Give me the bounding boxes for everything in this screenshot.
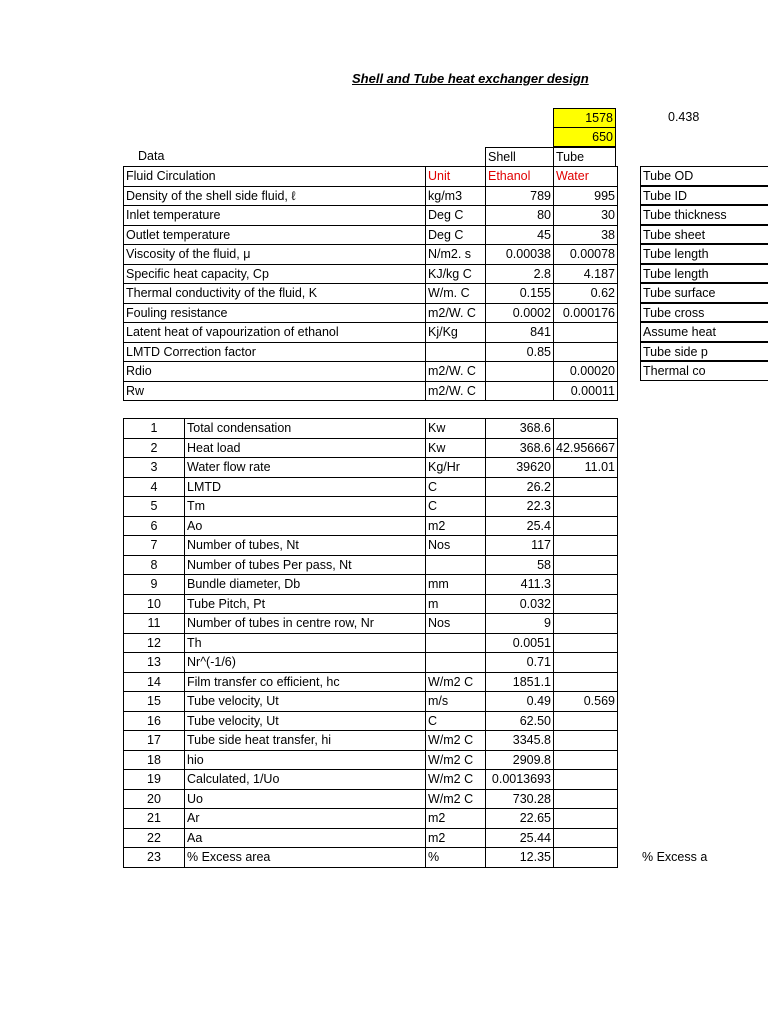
value-cell[interactable]: 0.032	[486, 594, 554, 614]
shell-value-cell[interactable]: 0.00038	[486, 245, 554, 265]
index-cell[interactable]: 8	[124, 555, 185, 575]
parameter-cell[interactable]: Fouling resistance	[124, 303, 426, 323]
calc-row	[124, 614, 618, 634]
description-cell[interactable]: Nr^(-1/6)	[185, 653, 426, 673]
extra-value-cell[interactable]	[554, 575, 618, 595]
extra-value-cell[interactable]	[554, 750, 618, 770]
tube-value-cell[interactable]: 0.000176	[554, 303, 618, 323]
unit-cell[interactable]: m2/W. C	[426, 303, 486, 323]
unit-cell[interactable]: Kw	[426, 419, 486, 439]
unit-cell[interactable]: W/m2 C	[426, 750, 486, 770]
extra-value-cell[interactable]	[554, 555, 618, 575]
calc-row	[124, 770, 618, 790]
input-row	[124, 264, 618, 284]
unit-cell[interactable]: Nos	[426, 614, 486, 634]
right-param-cell[interactable]: Tube length	[640, 264, 768, 284]
shell-header[interactable]: Shell	[485, 147, 554, 167]
extra-value-cell[interactable]	[554, 809, 618, 829]
description-cell[interactable]: Total condensation	[185, 419, 426, 439]
tube-value-cell[interactable]: 995	[554, 186, 618, 206]
parameter-cell[interactable]: Viscosity of the fluid, μ	[124, 245, 426, 265]
description-cell[interactable]: Number of tubes in centre row, Nr	[185, 614, 426, 634]
index-cell[interactable]: 14	[124, 672, 185, 692]
value-cell[interactable]: 0.49	[486, 692, 554, 712]
unit-cell[interactable]: Kj/Kg	[426, 323, 486, 343]
calc-row	[124, 672, 618, 692]
calculation-table	[123, 418, 618, 868]
extra-value-cell[interactable]	[554, 419, 618, 439]
description-cell[interactable]: Water flow rate	[185, 458, 426, 478]
index-cell[interactable]: 13	[124, 653, 185, 673]
extra-value-cell[interactable]	[554, 477, 618, 497]
right-value-cell[interactable]: 0.438	[668, 110, 700, 124]
right-param-cell[interactable]: Tube thickness	[640, 205, 768, 225]
input-row	[124, 186, 618, 206]
tube-value-cell[interactable]: 0.62	[554, 284, 618, 304]
highlight-cell-2[interactable]: 650	[553, 127, 616, 147]
right-param-cell[interactable]: Tube side p	[640, 342, 768, 362]
description-cell[interactable]: Film transfer co efficient, hc	[185, 672, 426, 692]
extra-value-cell[interactable]	[554, 672, 618, 692]
calc-row	[124, 750, 618, 770]
index-cell[interactable]: 12	[124, 633, 185, 653]
value-cell[interactable]: 25.4	[486, 516, 554, 536]
input-row	[124, 284, 618, 304]
index-cell[interactable]: 18	[124, 750, 185, 770]
index-cell[interactable]: 16	[124, 711, 185, 731]
description-cell[interactable]: Ar	[185, 809, 426, 829]
description-cell[interactable]: Uo	[185, 789, 426, 809]
calc-row	[124, 536, 618, 556]
description-cell[interactable]: Tube velocity, Ut	[185, 692, 426, 712]
unit-cell[interactable]	[426, 633, 486, 653]
shell-value-cell[interactable]	[486, 381, 554, 401]
calc-row	[124, 731, 618, 751]
parameter-cell[interactable]: LMTD Correction factor	[124, 342, 426, 362]
shell-value-cell[interactable]: 45	[486, 225, 554, 245]
unit-cell[interactable]: C	[426, 711, 486, 731]
unit-cell[interactable]: Unit	[426, 167, 486, 187]
tube-value-cell[interactable]	[554, 323, 618, 343]
extra-value-cell[interactable]	[554, 731, 618, 751]
calc-row	[124, 438, 618, 458]
tube-value-cell[interactable]: Water	[554, 167, 618, 187]
description-cell[interactable]: Heat load	[185, 438, 426, 458]
unit-cell[interactable]: W/m2 C	[426, 672, 486, 692]
right-param-cell[interactable]: Assume heat	[640, 322, 768, 342]
parameter-cell[interactable]: Latent heat of vapourization of ethanol	[124, 323, 426, 343]
index-cell[interactable]: 1	[124, 419, 185, 439]
extra-value-cell[interactable]	[554, 828, 618, 848]
description-cell[interactable]: % Excess area	[185, 848, 426, 868]
tube-value-cell[interactable]: 4.187	[554, 264, 618, 284]
index-cell[interactable]: 23	[124, 848, 185, 868]
unit-cell[interactable]: Kw	[426, 438, 486, 458]
index-cell[interactable]: 5	[124, 497, 185, 517]
value-cell[interactable]: 0.71	[486, 653, 554, 673]
value-cell[interactable]: 22.65	[486, 809, 554, 829]
index-cell[interactable]: 3	[124, 458, 185, 478]
unit-cell[interactable]: m2	[426, 516, 486, 536]
description-cell[interactable]: Tube velocity, Ut	[185, 711, 426, 731]
extra-value-cell[interactable]	[554, 497, 618, 517]
sheet-title: Shell and Tube heat exchanger design	[352, 71, 589, 86]
extra-value-cell[interactable]	[554, 711, 618, 731]
value-cell[interactable]: 411.3	[486, 575, 554, 595]
tube-value-cell[interactable]: 0.00011	[554, 381, 618, 401]
extra-value-cell[interactable]	[554, 614, 618, 634]
right-param-cell[interactable]: Tube ID	[640, 186, 768, 206]
unit-cell[interactable]: m2	[426, 828, 486, 848]
extra-value-cell[interactable]	[554, 653, 618, 673]
value-cell[interactable]: 25.44	[486, 828, 554, 848]
index-cell[interactable]: 21	[124, 809, 185, 829]
extra-value-cell[interactable]	[554, 536, 618, 556]
calc-row	[124, 711, 618, 731]
index-cell[interactable]: 11	[124, 614, 185, 634]
value-cell[interactable]: 22.3	[486, 497, 554, 517]
calc-row	[124, 594, 618, 614]
description-cell[interactable]: Ao	[185, 516, 426, 536]
description-cell[interactable]: Th	[185, 633, 426, 653]
data-header: Data	[138, 149, 165, 163]
input-row	[124, 245, 618, 265]
right-param-cell[interactable]: Thermal co	[640, 361, 768, 381]
calc-row	[124, 477, 618, 497]
unit-cell[interactable]: C	[426, 477, 486, 497]
unit-cell[interactable]	[426, 555, 486, 575]
shell-value-cell[interactable]: 841	[486, 323, 554, 343]
extra-value-cell[interactable]	[554, 848, 618, 868]
index-cell[interactable]: 15	[124, 692, 185, 712]
shell-value-cell[interactable]: 2.8	[486, 264, 554, 284]
calc-row	[124, 575, 618, 595]
calc-row	[124, 497, 618, 517]
parameter-cell[interactable]: Specific heat capacity, Cp	[124, 264, 426, 284]
value-cell[interactable]: 368.6	[486, 438, 554, 458]
index-cell[interactable]: 7	[124, 536, 185, 556]
unit-cell[interactable]: Deg C	[426, 225, 486, 245]
parameter-cell[interactable]: Density of the shell side fluid, ℓ	[124, 186, 426, 206]
value-cell[interactable]: 3345.8	[486, 731, 554, 751]
parameter-cell[interactable]: Rw	[124, 381, 426, 401]
input-row	[124, 362, 618, 382]
unit-cell[interactable]: C	[426, 497, 486, 517]
index-cell[interactable]: 20	[124, 789, 185, 809]
input-row	[124, 323, 618, 343]
value-cell[interactable]: 0.0013693	[486, 770, 554, 790]
description-cell[interactable]: Aa	[185, 828, 426, 848]
parameter-cell[interactable]: Thermal conductivity of the fluid, K	[124, 284, 426, 304]
calc-row	[124, 555, 618, 575]
unit-cell[interactable]: Deg C	[426, 206, 486, 226]
shell-value-cell[interactable]: 0.0002	[486, 303, 554, 323]
parameter-cell[interactable]: Outlet temperature	[124, 225, 426, 245]
value-cell[interactable]: 730.28	[486, 789, 554, 809]
description-cell[interactable]: Tube side heat transfer, hi	[185, 731, 426, 751]
unit-cell[interactable]: Kg/Hr	[426, 458, 486, 478]
extra-value-cell[interactable]: 0.569	[554, 692, 618, 712]
parameter-cell[interactable]: Rdio	[124, 362, 426, 382]
highlight-cell-1[interactable]: 1578	[553, 108, 616, 128]
unit-cell[interactable]: m	[426, 594, 486, 614]
right-param-cell[interactable]: Tube length	[640, 244, 768, 264]
value-cell[interactable]: 39620	[486, 458, 554, 478]
unit-cell[interactable]: W/m2 C	[426, 770, 486, 790]
index-cell[interactable]: 4	[124, 477, 185, 497]
description-cell[interactable]: LMTD	[185, 477, 426, 497]
index-cell[interactable]: 2	[124, 438, 185, 458]
calc-row	[124, 516, 618, 536]
description-cell[interactable]: Number of tubes, Nt	[185, 536, 426, 556]
parameter-cell[interactable]: Inlet temperature	[124, 206, 426, 226]
unit-cell[interactable]: kg/m3	[426, 186, 486, 206]
calc-row	[124, 809, 618, 829]
unit-cell[interactable]: m2/W. C	[426, 362, 486, 382]
calc-row	[124, 653, 618, 673]
unit-cell[interactable]: W/m2 C	[426, 731, 486, 751]
calc-row	[124, 458, 618, 478]
right-param-cell[interactable]: Tube sheet	[640, 225, 768, 245]
description-cell[interactable]: Calculated, 1/Uo	[185, 770, 426, 790]
input-row	[124, 303, 618, 323]
description-cell[interactable]: Number of tubes Per pass, Nt	[185, 555, 426, 575]
shell-value-cell[interactable]: 789	[486, 186, 554, 206]
extra-value-cell[interactable]	[554, 633, 618, 653]
right-param-cell[interactable]: Tube cross	[640, 303, 768, 323]
index-cell[interactable]: 10	[124, 594, 185, 614]
unit-cell[interactable]	[426, 342, 486, 362]
unit-cell[interactable]	[426, 653, 486, 673]
unit-cell[interactable]: mm	[426, 575, 486, 595]
right-param-cell[interactable]: Tube surface	[640, 283, 768, 303]
description-cell[interactable]: Bundle diameter, Db	[185, 575, 426, 595]
shell-value-cell[interactable]: 80	[486, 206, 554, 226]
extra-value-cell[interactable]	[554, 594, 618, 614]
calc-row	[124, 692, 618, 712]
shell-value-cell[interactable]: 0.155	[486, 284, 554, 304]
extra-value-cell[interactable]	[554, 770, 618, 790]
calc-row	[124, 419, 618, 439]
description-cell[interactable]: Tm	[185, 497, 426, 517]
tube-value-cell[interactable]: 38	[554, 225, 618, 245]
unit-cell[interactable]: m2	[426, 809, 486, 829]
description-cell[interactable]: hio	[185, 750, 426, 770]
calc-row	[124, 828, 618, 848]
shell-value-cell[interactable]	[486, 362, 554, 382]
value-cell[interactable]: 62.50	[486, 711, 554, 731]
input-data-table	[123, 166, 618, 401]
unit-cell[interactable]: W/m2 C	[426, 789, 486, 809]
unit-cell[interactable]: N/m2. s	[426, 245, 486, 265]
index-cell[interactable]: 6	[124, 516, 185, 536]
tube-header[interactable]: Tube	[553, 147, 616, 167]
description-cell[interactable]: Tube Pitch, Pt	[185, 594, 426, 614]
unit-cell[interactable]: W/m. C	[426, 284, 486, 304]
value-cell[interactable]: 2909.8	[486, 750, 554, 770]
calc-row	[124, 633, 618, 653]
right-clipped-column	[640, 0, 768, 1024]
unit-cell[interactable]: KJ/kg C	[426, 264, 486, 284]
shell-value-cell[interactable]: Ethanol	[486, 167, 554, 187]
index-cell[interactable]: 9	[124, 575, 185, 595]
value-cell[interactable]: 368.6	[486, 419, 554, 439]
value-cell[interactable]: 1851.1	[486, 672, 554, 692]
right-param-cell[interactable]: Tube OD	[640, 166, 768, 186]
input-row	[124, 342, 618, 362]
shell-value-cell[interactable]: 0.85	[486, 342, 554, 362]
tube-value-cell[interactable]: 0.00078	[554, 245, 618, 265]
excess-area-label[interactable]: % Excess a	[642, 850, 708, 864]
input-row	[124, 206, 618, 226]
tube-value-cell[interactable]: 30	[554, 206, 618, 226]
value-cell[interactable]: 9	[486, 614, 554, 634]
calc-row	[124, 848, 618, 868]
unit-cell[interactable]: m/s	[426, 692, 486, 712]
extra-value-cell[interactable]	[554, 516, 618, 536]
parameter-cell[interactable]: Fluid Circulation	[124, 167, 426, 187]
extra-value-cell[interactable]	[554, 789, 618, 809]
value-cell[interactable]: 12.35	[486, 848, 554, 868]
input-row	[124, 167, 618, 187]
tube-value-cell[interactable]	[554, 342, 618, 362]
index-cell[interactable]: 19	[124, 770, 185, 790]
calc-row	[124, 789, 618, 809]
unit-cell[interactable]: %	[426, 848, 486, 868]
input-row	[124, 381, 618, 401]
input-row	[124, 225, 618, 245]
unit-cell[interactable]: m2/W. C	[426, 381, 486, 401]
extra-value-cell[interactable]: 11.01	[554, 458, 618, 478]
value-cell[interactable]: 117	[486, 536, 554, 556]
value-cell[interactable]: 26.2	[486, 477, 554, 497]
index-cell[interactable]: 22	[124, 828, 185, 848]
index-cell[interactable]: 17	[124, 731, 185, 751]
tube-value-cell[interactable]: 0.00020	[554, 362, 618, 382]
unit-cell[interactable]: Nos	[426, 536, 486, 556]
value-cell[interactable]: 0.0051	[486, 633, 554, 653]
value-cell[interactable]: 58	[486, 555, 554, 575]
extra-value-cell[interactable]: 42.956667	[554, 438, 618, 458]
